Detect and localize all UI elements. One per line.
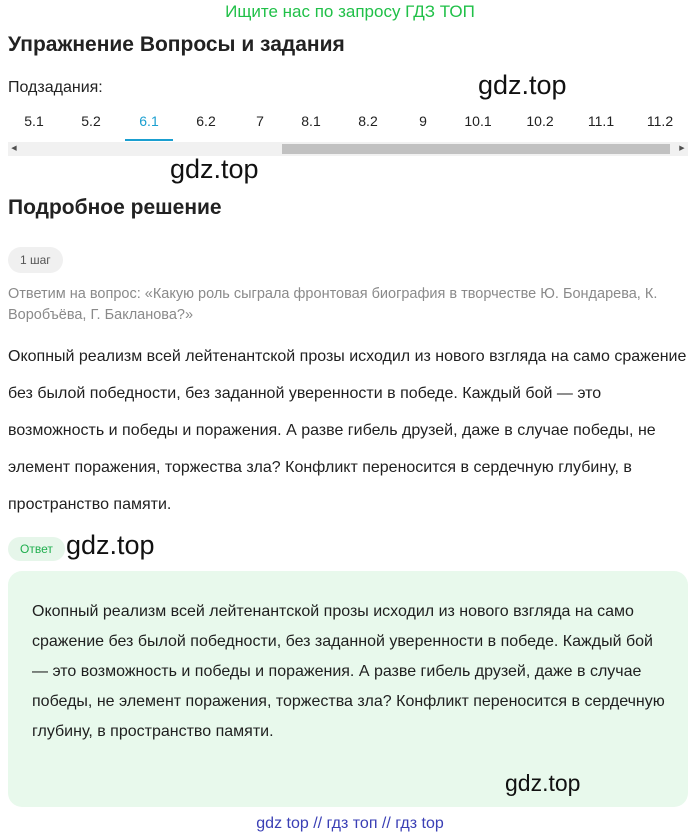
triangle-right-icon[interactable]: ▶ bbox=[679, 145, 685, 152]
step-badge: 1 шаг bbox=[8, 247, 63, 273]
answer-text: Окопный реализм всей лейтенантской прозы исходил из нового взгляда на само сражение без былой победности, без заданной уверенности в победе. Каждый бой — это возможность и победы и поражения. А разве гибель друзей, даже в случае победы, не элемент поражения, торжества зла? Конфликт переносится в сердечную глубину, в пространство памяти. bbox=[32, 603, 665, 740]
active-tab-indicator bbox=[125, 139, 173, 141]
tab-8-1[interactable]: 8.1 bbox=[301, 113, 321, 129]
watermark: gdz.top bbox=[505, 770, 581, 796]
answer-box bbox=[8, 571, 688, 807]
tab-7[interactable]: 7 bbox=[256, 113, 264, 129]
watermark: gdz.top bbox=[478, 70, 567, 100]
tab-8-2[interactable]: 8.2 bbox=[358, 113, 378, 129]
tab-10-1[interactable]: 10.1 bbox=[464, 113, 492, 129]
tab-5-1[interactable]: 5.1 bbox=[24, 113, 44, 129]
tab-9[interactable]: 9 bbox=[419, 113, 427, 129]
solution-text: Окопный реализм всей лейтенантской прозы исходил из нового взгляда на само сражение без былой победности, без заданной уверенности в победе. Каждый бой — это возможность и победы и поражения. А разве гибель друзей, даже в случае победы, не элемент поражения, торжества зла? Конфликт переносится в сердечную глубину, в пространство памяти. bbox=[8, 348, 687, 513]
watermark: gdz.top bbox=[170, 154, 259, 184]
promo-banner[interactable]: Ищите нас по запросу ГДЗ ТОП bbox=[225, 2, 475, 21]
page-title: Упражнение Вопросы и задания bbox=[8, 33, 345, 56]
tabs-scrollbar[interactable] bbox=[8, 142, 688, 156]
triangle-left-icon[interactable]: ◀ bbox=[11, 145, 17, 152]
tab-6-2[interactable]: 6.2 bbox=[196, 113, 216, 129]
scrollbar-thumb[interactable] bbox=[282, 144, 670, 154]
watermark: gdz.top bbox=[66, 530, 155, 560]
footer-links[interactable]: gdz top // гдз топ // гдз top bbox=[256, 815, 444, 832]
tab-11-2[interactable]: 11.2 bbox=[646, 113, 674, 129]
question-text: Ответим на вопрос: «Какую роль сыграла фронтовая биография в творчестве Ю. Бондарева, К. Воробъёва, Г. Бакланова?» bbox=[8, 286, 658, 323]
tab-6-1[interactable]: 6.1 bbox=[139, 113, 159, 129]
tab-10-2[interactable]: 10.2 bbox=[526, 113, 554, 129]
solution-title: Подробное решение bbox=[8, 196, 222, 219]
subtasks-label: Подзадания: bbox=[8, 79, 103, 96]
tab-5-2[interactable]: 5.2 bbox=[81, 113, 101, 129]
tab-11-1[interactable]: 11.1 bbox=[587, 113, 615, 129]
answer-badge: Ответ bbox=[8, 537, 65, 561]
subtask-tabs bbox=[8, 112, 688, 142]
